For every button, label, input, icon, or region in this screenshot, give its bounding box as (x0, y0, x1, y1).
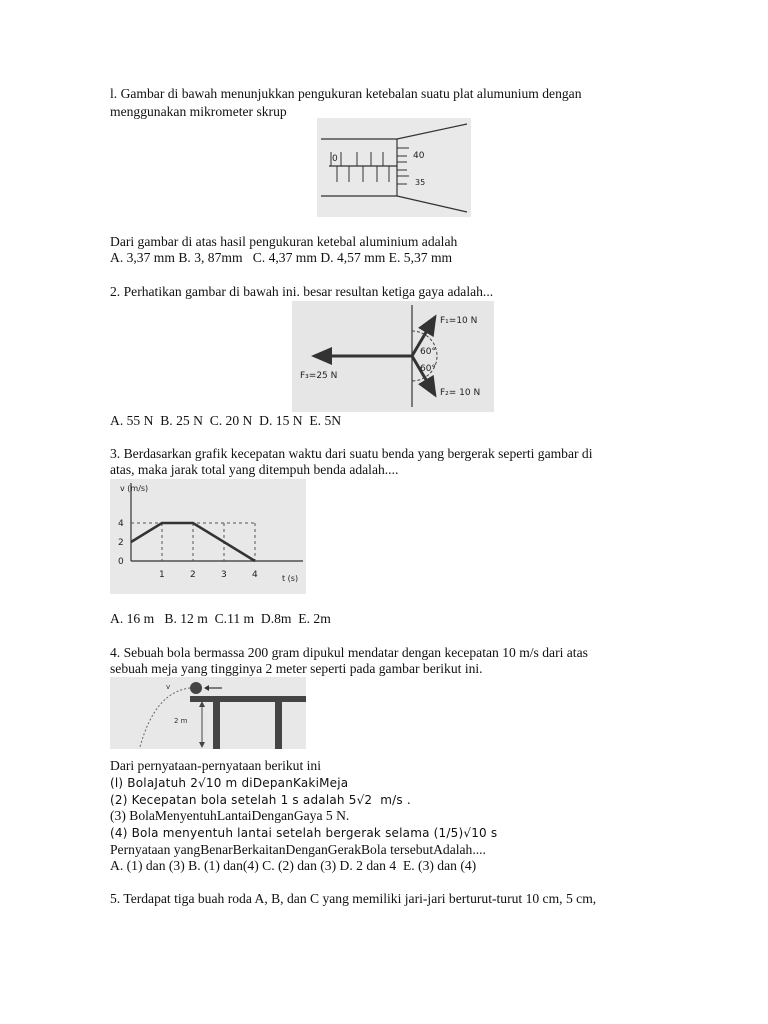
q4-conclusion: Pernyataan yangBenarBerkaitanDenganGerakBola tersebutAdalah.... (110, 842, 486, 857)
velocity-time-chart (110, 479, 306, 594)
chart-y-tick-label: 2 (118, 538, 124, 548)
angle-label-1: 60° (420, 347, 436, 357)
velocity-label: v (166, 683, 171, 691)
micrometer-figure (317, 118, 471, 217)
q1-options: A. 3,37 mm B. 3, 87mm C. 4,37 mm D. 4,57 mm E. 5,37 mm (110, 250, 453, 265)
chart-x-tick-label: 4 (252, 570, 258, 580)
micrometer-label-0: 0 (332, 154, 338, 164)
q4-options: A. (1) dan (3) B. (1) dan(4) C. (2) dan (3) D. 2 dan 4 E. (3) dan (4) (110, 858, 477, 873)
f2-label: F₂= 10 N (440, 388, 481, 398)
force-vector-figure (292, 301, 494, 412)
height-label: 2 m (174, 717, 188, 725)
q1-text-line2: menggunakan mikrometer skrup (110, 104, 287, 119)
chart-y-label: v (m/s) (120, 484, 149, 493)
micrometer-label-35: 35 (415, 178, 426, 187)
q4-statement-2: (2) Kecepatan bola setelah 1 s adalah 5√2 m/s . (110, 793, 411, 807)
q4-statement-4: (4) Bola menyentuh lantai setelah bergerak selama (1/5)√10 s (110, 826, 498, 840)
q4-text-line1: 4. Sebuah bola bermassa 200 gram dipukul mendatar dengan kecepatan 10 m/s dari atas (110, 645, 588, 660)
f3-label: F₃=25 N (300, 371, 338, 381)
angle-label-2: 60° (420, 364, 436, 374)
q3-text-line2: atas, maka jarak total yang ditempuh benda adalah.... (110, 462, 399, 477)
q5-text-line1: 5. Terdapat tiga buah roda A, B, dan C yang memiliki jari-jari berturut-turut 10 cm, 5 cm, (110, 891, 597, 906)
micrometer-label-40: 40 (413, 151, 425, 161)
q3-text-line1: 3. Berdasarkan grafik kecepatan waktu dari suatu benda yang bergerak seperti gambar di (110, 446, 593, 461)
q2-options: A. 55 N B. 25 N C. 20 N D. 15 N E. 5N (110, 413, 342, 428)
q4-text-line2: sebuah meja yang tingginya 2 meter seperti pada gambar berikut ini. (110, 661, 483, 676)
chart-x-tick-label: 2 (190, 570, 196, 580)
q1-text-line1: l. Gambar di bawah menunjukkan pengukuran ketebalan suatu plat alumunium dengan (110, 86, 582, 101)
q4-intro: Dari pernyataan-pernyataan berikut ini (110, 758, 321, 773)
ball-table-figure (110, 677, 306, 749)
q4-statement-3: (3) BolaMenyentuhLantaiDenganGaya 5 N. (110, 808, 350, 823)
q3-options: A. 16 m B. 12 m C.11 m D.8m E. 2m (110, 611, 331, 626)
chart-y-tick-label: 0 (118, 557, 124, 567)
q4-statement-1: (l) BolaJatuh 2√10 m diDepanKakiMeja (110, 776, 349, 790)
chart-x-tick-label: 1 (159, 570, 165, 580)
chart-x-label: t (s) (282, 574, 299, 583)
q1-text-line3: Dari gambar di atas hasil pengukuran ketebal aluminium adalah (110, 234, 458, 249)
chart-y-tick-label: 4 (118, 519, 124, 529)
q2-text-line1: 2. Perhatikan gambar di bawah ini. besar resultan ketiga gaya adalah... (110, 284, 494, 299)
f1-label: F₁=10 N (440, 316, 478, 326)
chart-x-tick-label: 3 (221, 570, 227, 580)
